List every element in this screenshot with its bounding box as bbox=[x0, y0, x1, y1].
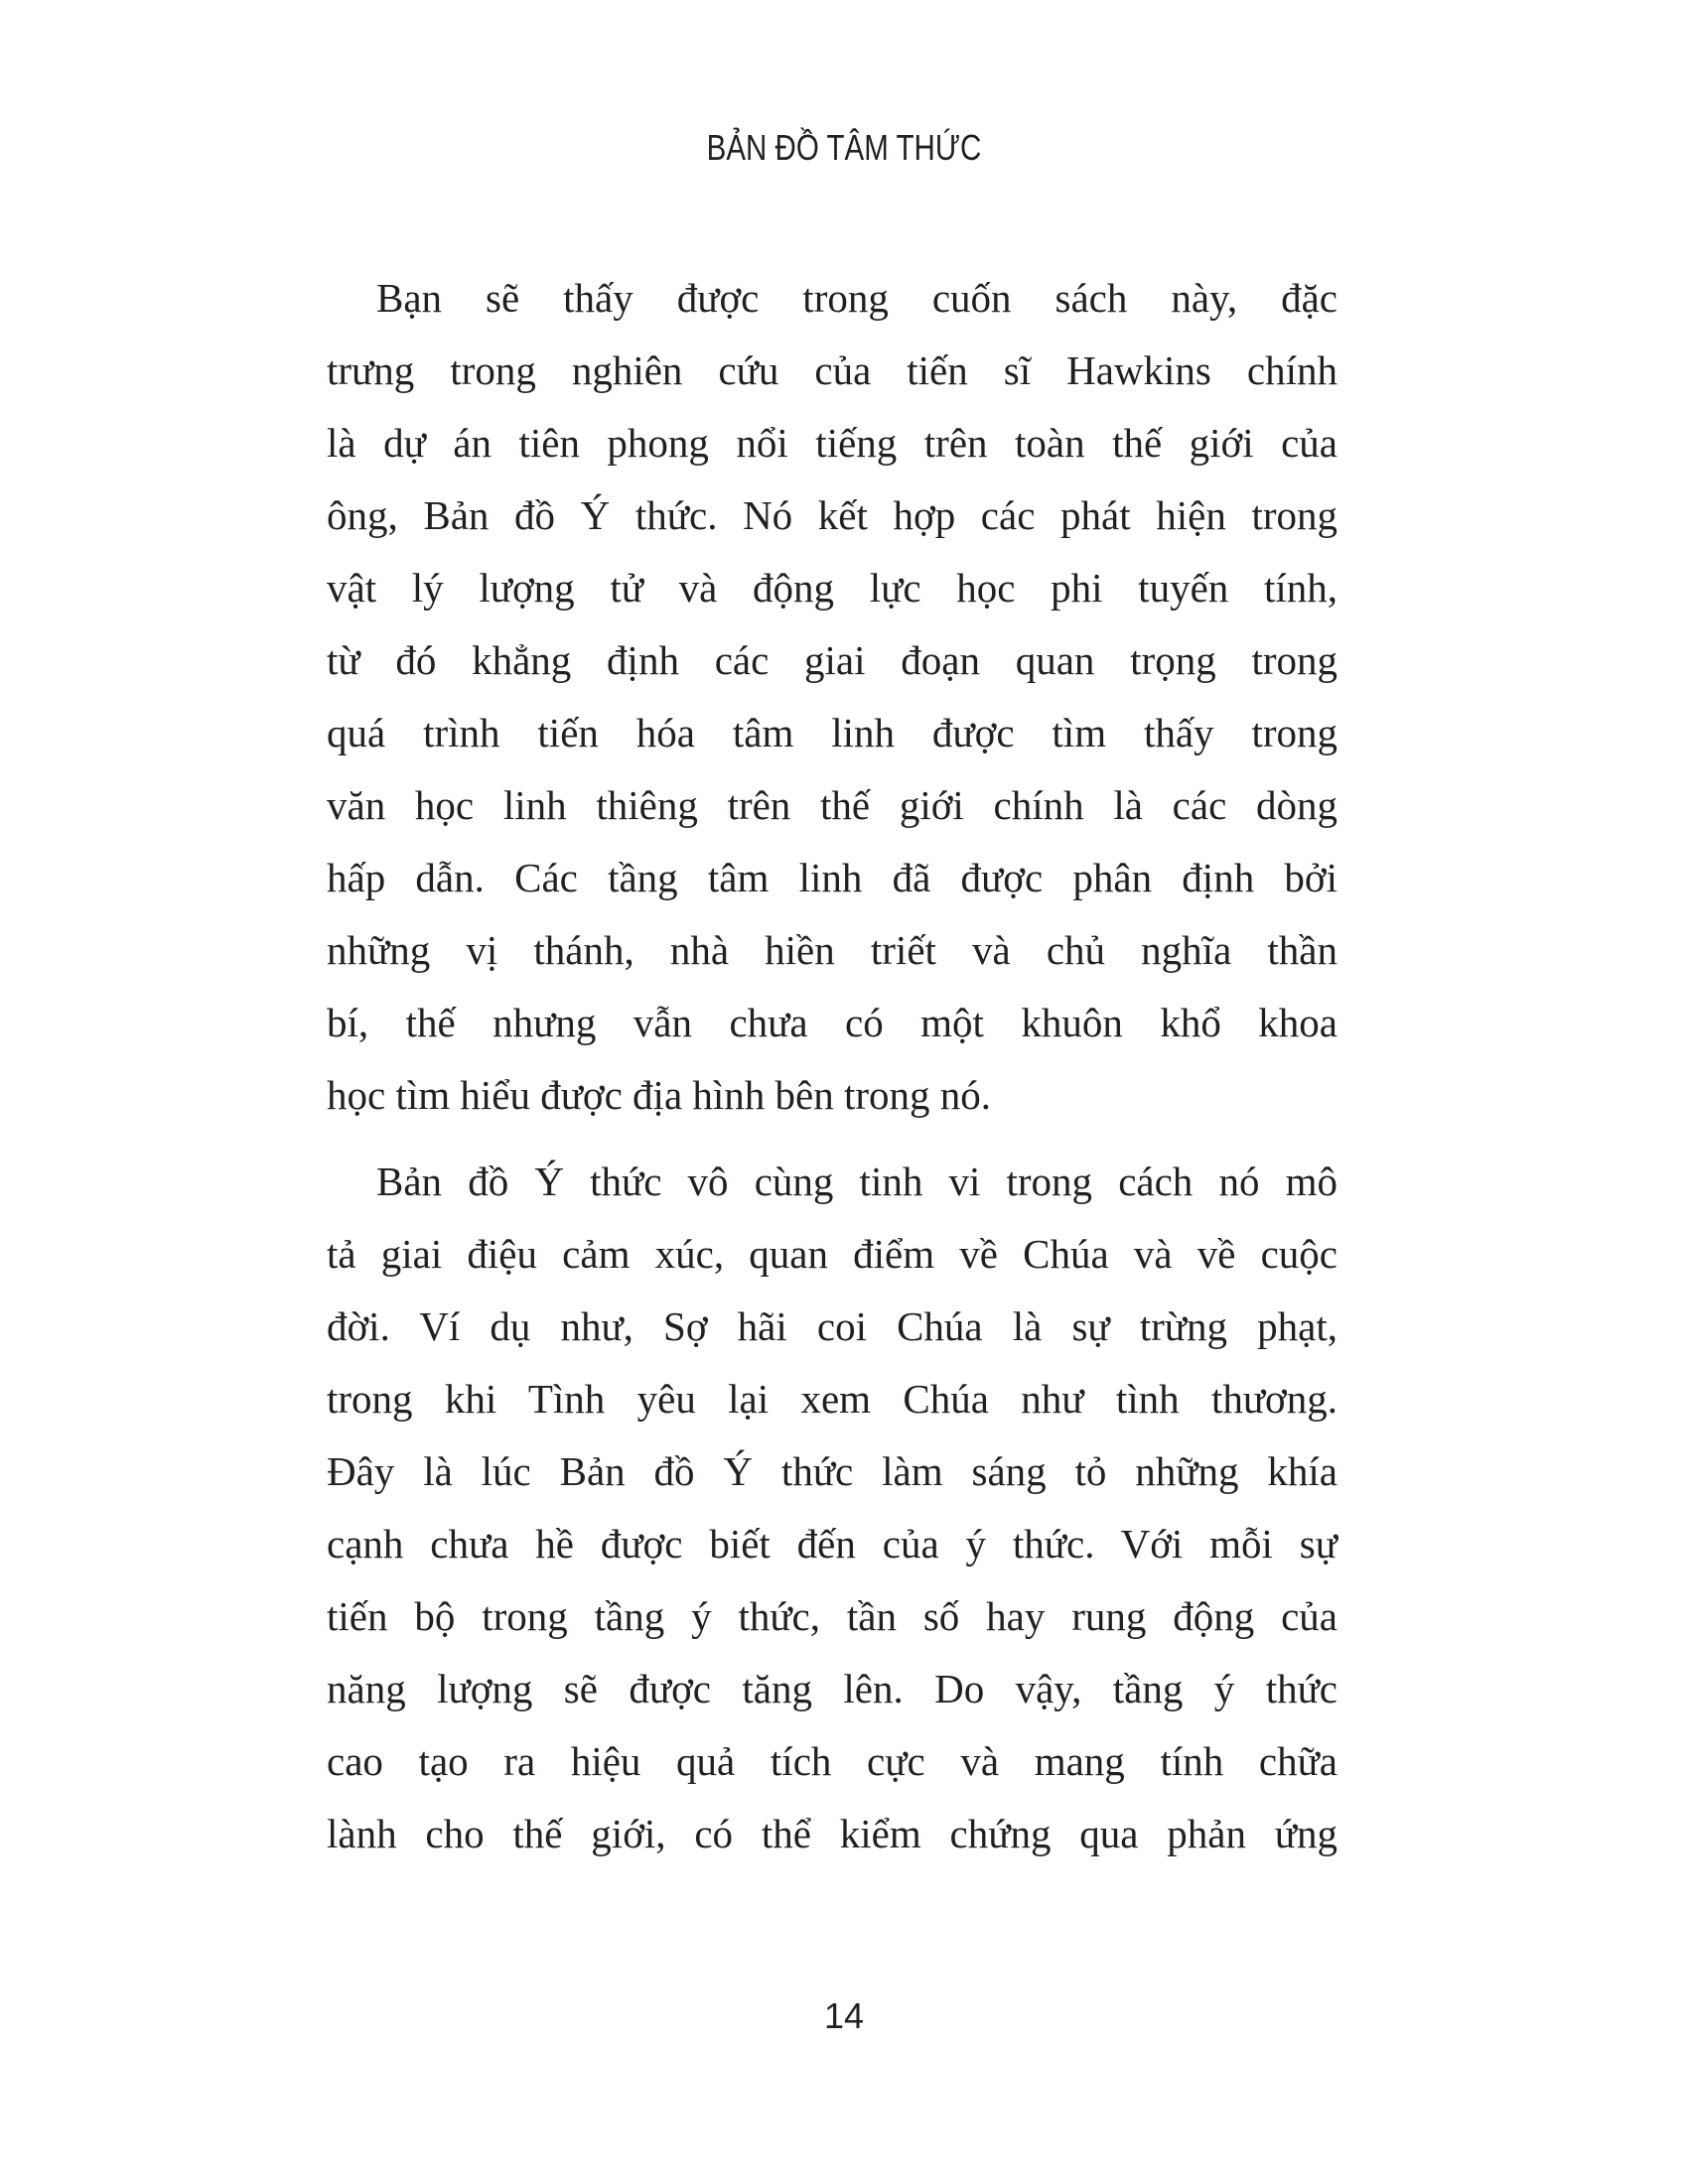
text-line: vật lý lượng tử và động lực học phi tuyến tính, bbox=[327, 565, 1337, 611]
text-line: trưng trong nghiên cứu của tiến sĩ Hawkins chính bbox=[327, 347, 1337, 393]
text-line: Bản đồ Ý thức vô cùng tinh vi trong cách nó mô bbox=[376, 1159, 1337, 1204]
text-line: cao tạo ra hiệu quả tích cực và mang tính chữa bbox=[327, 1738, 1337, 1784]
running-header: BẢN ĐỒ TÂM THỨC bbox=[706, 127, 982, 168]
text-line: trong khi Tình yêu lại xem Chúa như tình thương. bbox=[327, 1376, 1337, 1422]
text-line: tả giai điệu cảm xúc, quan điểm về Chúa và về cuộc bbox=[327, 1231, 1337, 1277]
paragraph-1 bbox=[327, 262, 1337, 1132]
text-line: Bạn sẽ thấy được trong cuốn sách này, đặc bbox=[376, 275, 1337, 321]
text-line: Đây là lúc Bản đồ Ý thức làm sáng tỏ những khía bbox=[327, 1448, 1337, 1494]
text-line: tiến bộ trong tầng ý thức, tần số hay rung động của bbox=[327, 1593, 1337, 1639]
text-line: là dự án tiên phong nổi tiếng trên toàn thế giới của bbox=[327, 420, 1337, 466]
text-line: bí, thế nhưng vẫn chưa có một khuôn khổ khoa bbox=[327, 1000, 1337, 1045]
text-line: từ đó khẳng định các giai đoạn quan trọng trong bbox=[327, 637, 1337, 683]
text-line: ông, Bản đồ Ý thức. Nó kết hợp các phát hiện trong bbox=[327, 492, 1337, 538]
text-line: năng lượng sẽ được tăng lên. Do vậy, tầng ý thức bbox=[327, 1666, 1337, 1711]
text-line: đời. Ví dụ như, Sợ hãi coi Chúa là sự trừng phạt, bbox=[327, 1303, 1337, 1349]
text-line: cạnh chưa hề được biết đến của ý thức. Với mỗi sự bbox=[327, 1521, 1337, 1567]
text-line: lành cho thế giới, có thể kiểm chứng qua phản ứng bbox=[327, 1811, 1337, 1856]
paragraph-2 bbox=[327, 1146, 1337, 1870]
page-number: 14 bbox=[823, 1995, 865, 2036]
text-line: những vị thánh, nhà hiền triết và chủ nghĩa thần bbox=[327, 927, 1337, 973]
text-line: văn học linh thiêng trên thế giới chính là các dòng bbox=[327, 782, 1337, 828]
text-line: hấp dẫn. Các tầng tâm linh đã được phân định bởi bbox=[327, 855, 1337, 900]
text-line: quá trình tiến hóa tâm linh được tìm thấy trong bbox=[327, 710, 1337, 755]
text-line: học tìm hiểu được địa hình bên trong nó. bbox=[327, 1072, 992, 1118]
